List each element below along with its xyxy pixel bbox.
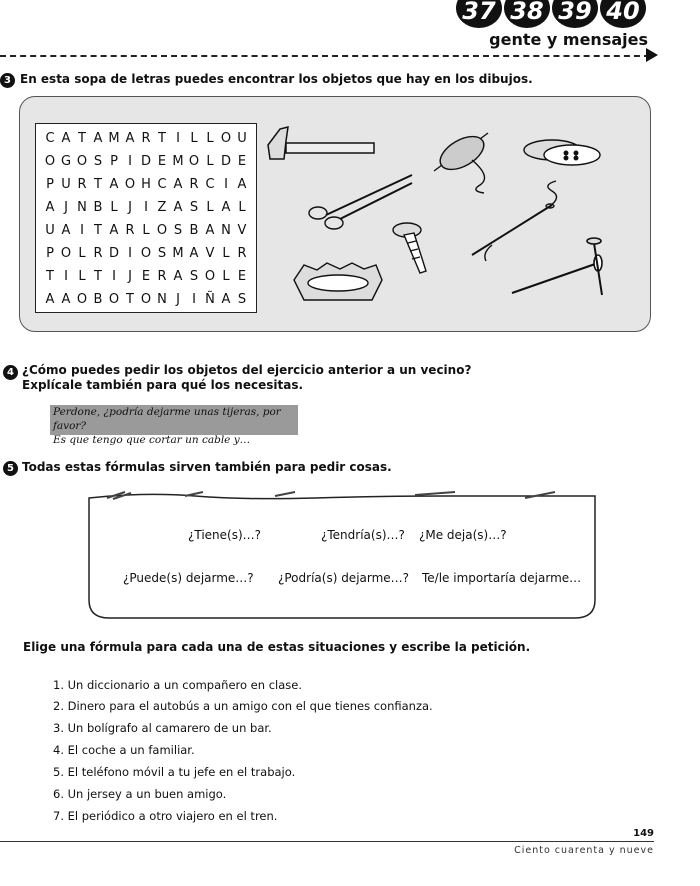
- example-line-2: Es que tengo que cortar un cable y…: [53, 434, 251, 446]
- grid-letter: S: [157, 246, 167, 261]
- grid-row: [42, 127, 250, 150]
- formulas-paper-frame: [85, 490, 599, 620]
- grid-row: [42, 219, 250, 242]
- baking-mold-icon: [294, 263, 382, 300]
- grid-letter: S: [237, 292, 247, 307]
- example-line-1: Perdone, ¿podría dejarme unas tijeras, por favor?: [53, 406, 281, 432]
- grid-letter: B: [93, 292, 103, 307]
- task-item-2: 2. Dinero para el autobús a un amigo con el que tienes confianza.: [53, 699, 433, 713]
- arrow-right-icon: [646, 48, 658, 62]
- page-number-words: Ciento cuarenta y nueve: [514, 845, 654, 856]
- grid-letter: L: [206, 154, 214, 169]
- task-item-7: 7. El periódico a otro viajero en el tren.: [53, 809, 278, 823]
- grid-letter: C: [45, 131, 55, 146]
- grid-letter: D: [140, 154, 151, 169]
- grid-letter: A: [173, 269, 183, 284]
- grid-letter: M: [108, 131, 120, 146]
- grid-letter: Ñ: [205, 292, 215, 307]
- grid-letter: J: [64, 200, 68, 215]
- grid-letter: N: [221, 223, 231, 238]
- word-search-pictures: [262, 115, 642, 320]
- grid-letter: O: [220, 131, 232, 146]
- grid-letter: T: [94, 177, 102, 192]
- task-item-1: 1. Un diccionario a un compañero en clase.: [53, 678, 302, 692]
- grid-letter: U: [45, 223, 55, 238]
- exercise-4-instruction-line-1: ¿Cómo puedes pedir los objetos del ejercicio anterior a un vecino?: [22, 363, 472, 377]
- grid-letter: N: [157, 292, 167, 307]
- grid-letter: U: [237, 131, 247, 146]
- grid-letter: T: [94, 269, 102, 284]
- grid-letter: T: [126, 292, 134, 307]
- formula-3: ¿Me deja(s)…?: [419, 528, 507, 542]
- grid-letter: J: [176, 292, 180, 307]
- grid-letter: S: [93, 154, 103, 169]
- grid-letter: I: [112, 269, 116, 284]
- example-answer-box: [50, 405, 298, 446]
- grid-letter: P: [110, 154, 118, 169]
- grid-letter: U: [61, 177, 71, 192]
- grid-letter: O: [76, 154, 88, 169]
- grid-letter: A: [173, 177, 183, 192]
- grid-letter: S: [189, 200, 199, 215]
- grid-letter: H: [141, 177, 151, 192]
- grid-letter: G: [60, 154, 72, 169]
- grid-letter: B: [189, 223, 199, 238]
- unit-40: 40: [600, 0, 646, 28]
- exercise-3-instruction: En esta sopa de letras puedes encontrar los objetos que hay en los dibujos.: [20, 72, 533, 86]
- task-instruction: Elige una fórmula para cada una de estas situaciones y escribe la petición.: [23, 640, 531, 654]
- grid-letter: A: [61, 223, 71, 238]
- task-item-6: 6. Un jersey a un buen amigo.: [53, 787, 227, 801]
- grid-letter: L: [78, 269, 86, 284]
- section-title: gente y mensajes: [489, 30, 648, 49]
- grid-letter: I: [128, 154, 132, 169]
- grid-letter: S: [189, 269, 199, 284]
- grid-letter: J: [128, 269, 132, 284]
- screw-icon: [393, 223, 426, 273]
- exercise-5-number: 5: [3, 461, 18, 476]
- grid-letter: R: [93, 246, 103, 261]
- grid-letter: I: [128, 246, 132, 261]
- grid-row: [42, 242, 250, 265]
- grid-letter: L: [206, 131, 214, 146]
- exercise-3-number: 3: [0, 73, 15, 88]
- grid-letter: T: [78, 131, 86, 146]
- grid-letter: O: [108, 292, 120, 307]
- grid-letter: A: [125, 131, 135, 146]
- grid-letter: J: [128, 200, 132, 215]
- grid-letter: M: [172, 246, 184, 261]
- formula-4: ¿Puede(s) dejarme…?: [123, 571, 254, 585]
- nail-icon: [512, 238, 602, 295]
- grid-letter: A: [173, 200, 183, 215]
- formula-2: ¿Tendría(s)…?: [321, 528, 405, 542]
- grid-letter: E: [157, 154, 167, 169]
- page-number: 149: [633, 828, 654, 839]
- grid-letter: R: [157, 269, 167, 284]
- grid-letter: A: [109, 223, 119, 238]
- grid-letter: O: [156, 223, 168, 238]
- grid-letter: E: [237, 154, 247, 169]
- grid-letter: P: [46, 246, 54, 261]
- grid-letter: L: [78, 246, 86, 261]
- task-item-4: 4. El coche a un familiar.: [53, 743, 195, 757]
- grid-letter: C: [157, 177, 167, 192]
- unit-39: 39: [552, 0, 598, 28]
- grid-letter: I: [80, 223, 84, 238]
- grid-letter: L: [110, 200, 118, 215]
- grid-letter: T: [158, 131, 166, 146]
- grid-letter: V: [205, 246, 215, 261]
- grid-letter: A: [61, 292, 71, 307]
- thread-spool-icon: [434, 130, 489, 193]
- grid-letter: I: [144, 200, 148, 215]
- grid-letter: A: [61, 131, 71, 146]
- grid-row: [42, 288, 250, 311]
- grid-letter: A: [237, 177, 247, 192]
- formula-6: Te/le importaría dejarme…: [422, 571, 582, 585]
- hammer-icon: [268, 127, 374, 159]
- grid-row: [42, 196, 250, 219]
- buttons-icon: [524, 140, 600, 165]
- grid-letter: L: [222, 246, 230, 261]
- exercise-5-instruction: Todas estas fórmulas sirven también para pedir cosas.: [22, 460, 392, 474]
- grid-letter: S: [173, 223, 183, 238]
- exercise-4-instruction-line-2: Explícale también para qué los necesitas.: [22, 378, 304, 392]
- grid-letter: R: [237, 246, 247, 261]
- grid-letter: O: [124, 177, 136, 192]
- needle-icon: [472, 181, 557, 261]
- scissors-icon: [309, 175, 412, 229]
- grid-letter: O: [188, 154, 200, 169]
- grid-letter: A: [109, 177, 119, 192]
- formula-1: ¿Tiene(s)…?: [188, 528, 262, 542]
- grid-letter: N: [77, 200, 87, 215]
- grid-letter: T: [46, 269, 54, 284]
- grid-letter: L: [238, 200, 246, 215]
- task-item-3: 3. Un bolígrafo al camarero de un bar.: [53, 721, 272, 735]
- grid-letter: O: [44, 154, 56, 169]
- grid-letter: B: [93, 200, 103, 215]
- grid-letter: R: [77, 177, 87, 192]
- grid-letter: A: [221, 292, 231, 307]
- grid-letter: O: [140, 246, 152, 261]
- grid-letter: D: [108, 246, 119, 261]
- grid-letter: O: [76, 292, 88, 307]
- grid-letter: L: [222, 269, 230, 284]
- grid-letter: M: [172, 154, 184, 169]
- grid-letter: O: [140, 292, 152, 307]
- grid-letter: D: [220, 154, 231, 169]
- grid-row: [42, 150, 250, 173]
- grid-letter: A: [205, 223, 215, 238]
- grid-letter: T: [94, 223, 102, 238]
- unit-37: 37: [456, 0, 502, 28]
- grid-letter: A: [45, 200, 55, 215]
- grid-letter: O: [204, 269, 216, 284]
- grid-letter: A: [45, 292, 55, 307]
- grid-letter: L: [190, 131, 198, 146]
- formula-5: ¿Podría(s) dejarme…?: [278, 571, 410, 585]
- grid-letter: E: [141, 269, 151, 284]
- grid-letter: O: [60, 246, 72, 261]
- grid-letter: I: [64, 269, 68, 284]
- grid-row: [42, 265, 250, 288]
- exercise-4-number: 4: [3, 365, 18, 380]
- grid-letter: A: [93, 131, 103, 146]
- grid-letter: I: [192, 292, 196, 307]
- grid-letter: A: [221, 200, 231, 215]
- grid-letter: I: [224, 177, 228, 192]
- grid-letter: I: [176, 131, 180, 146]
- grid-letter: R: [125, 223, 135, 238]
- footer-divider: [0, 841, 654, 842]
- grid-letter: R: [189, 177, 199, 192]
- unit-numbers: [456, 0, 646, 30]
- task-item-5: 5. El teléfono móvil a tu jefe en el trabajo.: [53, 765, 296, 779]
- grid-row: [42, 173, 250, 196]
- grid-letter: L: [142, 223, 150, 238]
- unit-38: 38: [504, 0, 550, 28]
- grid-letter: Z: [157, 200, 167, 215]
- grid-letter: C: [205, 177, 215, 192]
- grid-letter: E: [237, 269, 247, 284]
- grid-letter: P: [46, 177, 54, 192]
- grid-letter: V: [237, 223, 247, 238]
- grid-letter: L: [206, 200, 214, 215]
- grid-letter: R: [141, 131, 151, 146]
- grid-letter: A: [189, 246, 199, 261]
- header-dashed-divider: [0, 55, 650, 57]
- word-search-grid: [35, 123, 257, 313]
